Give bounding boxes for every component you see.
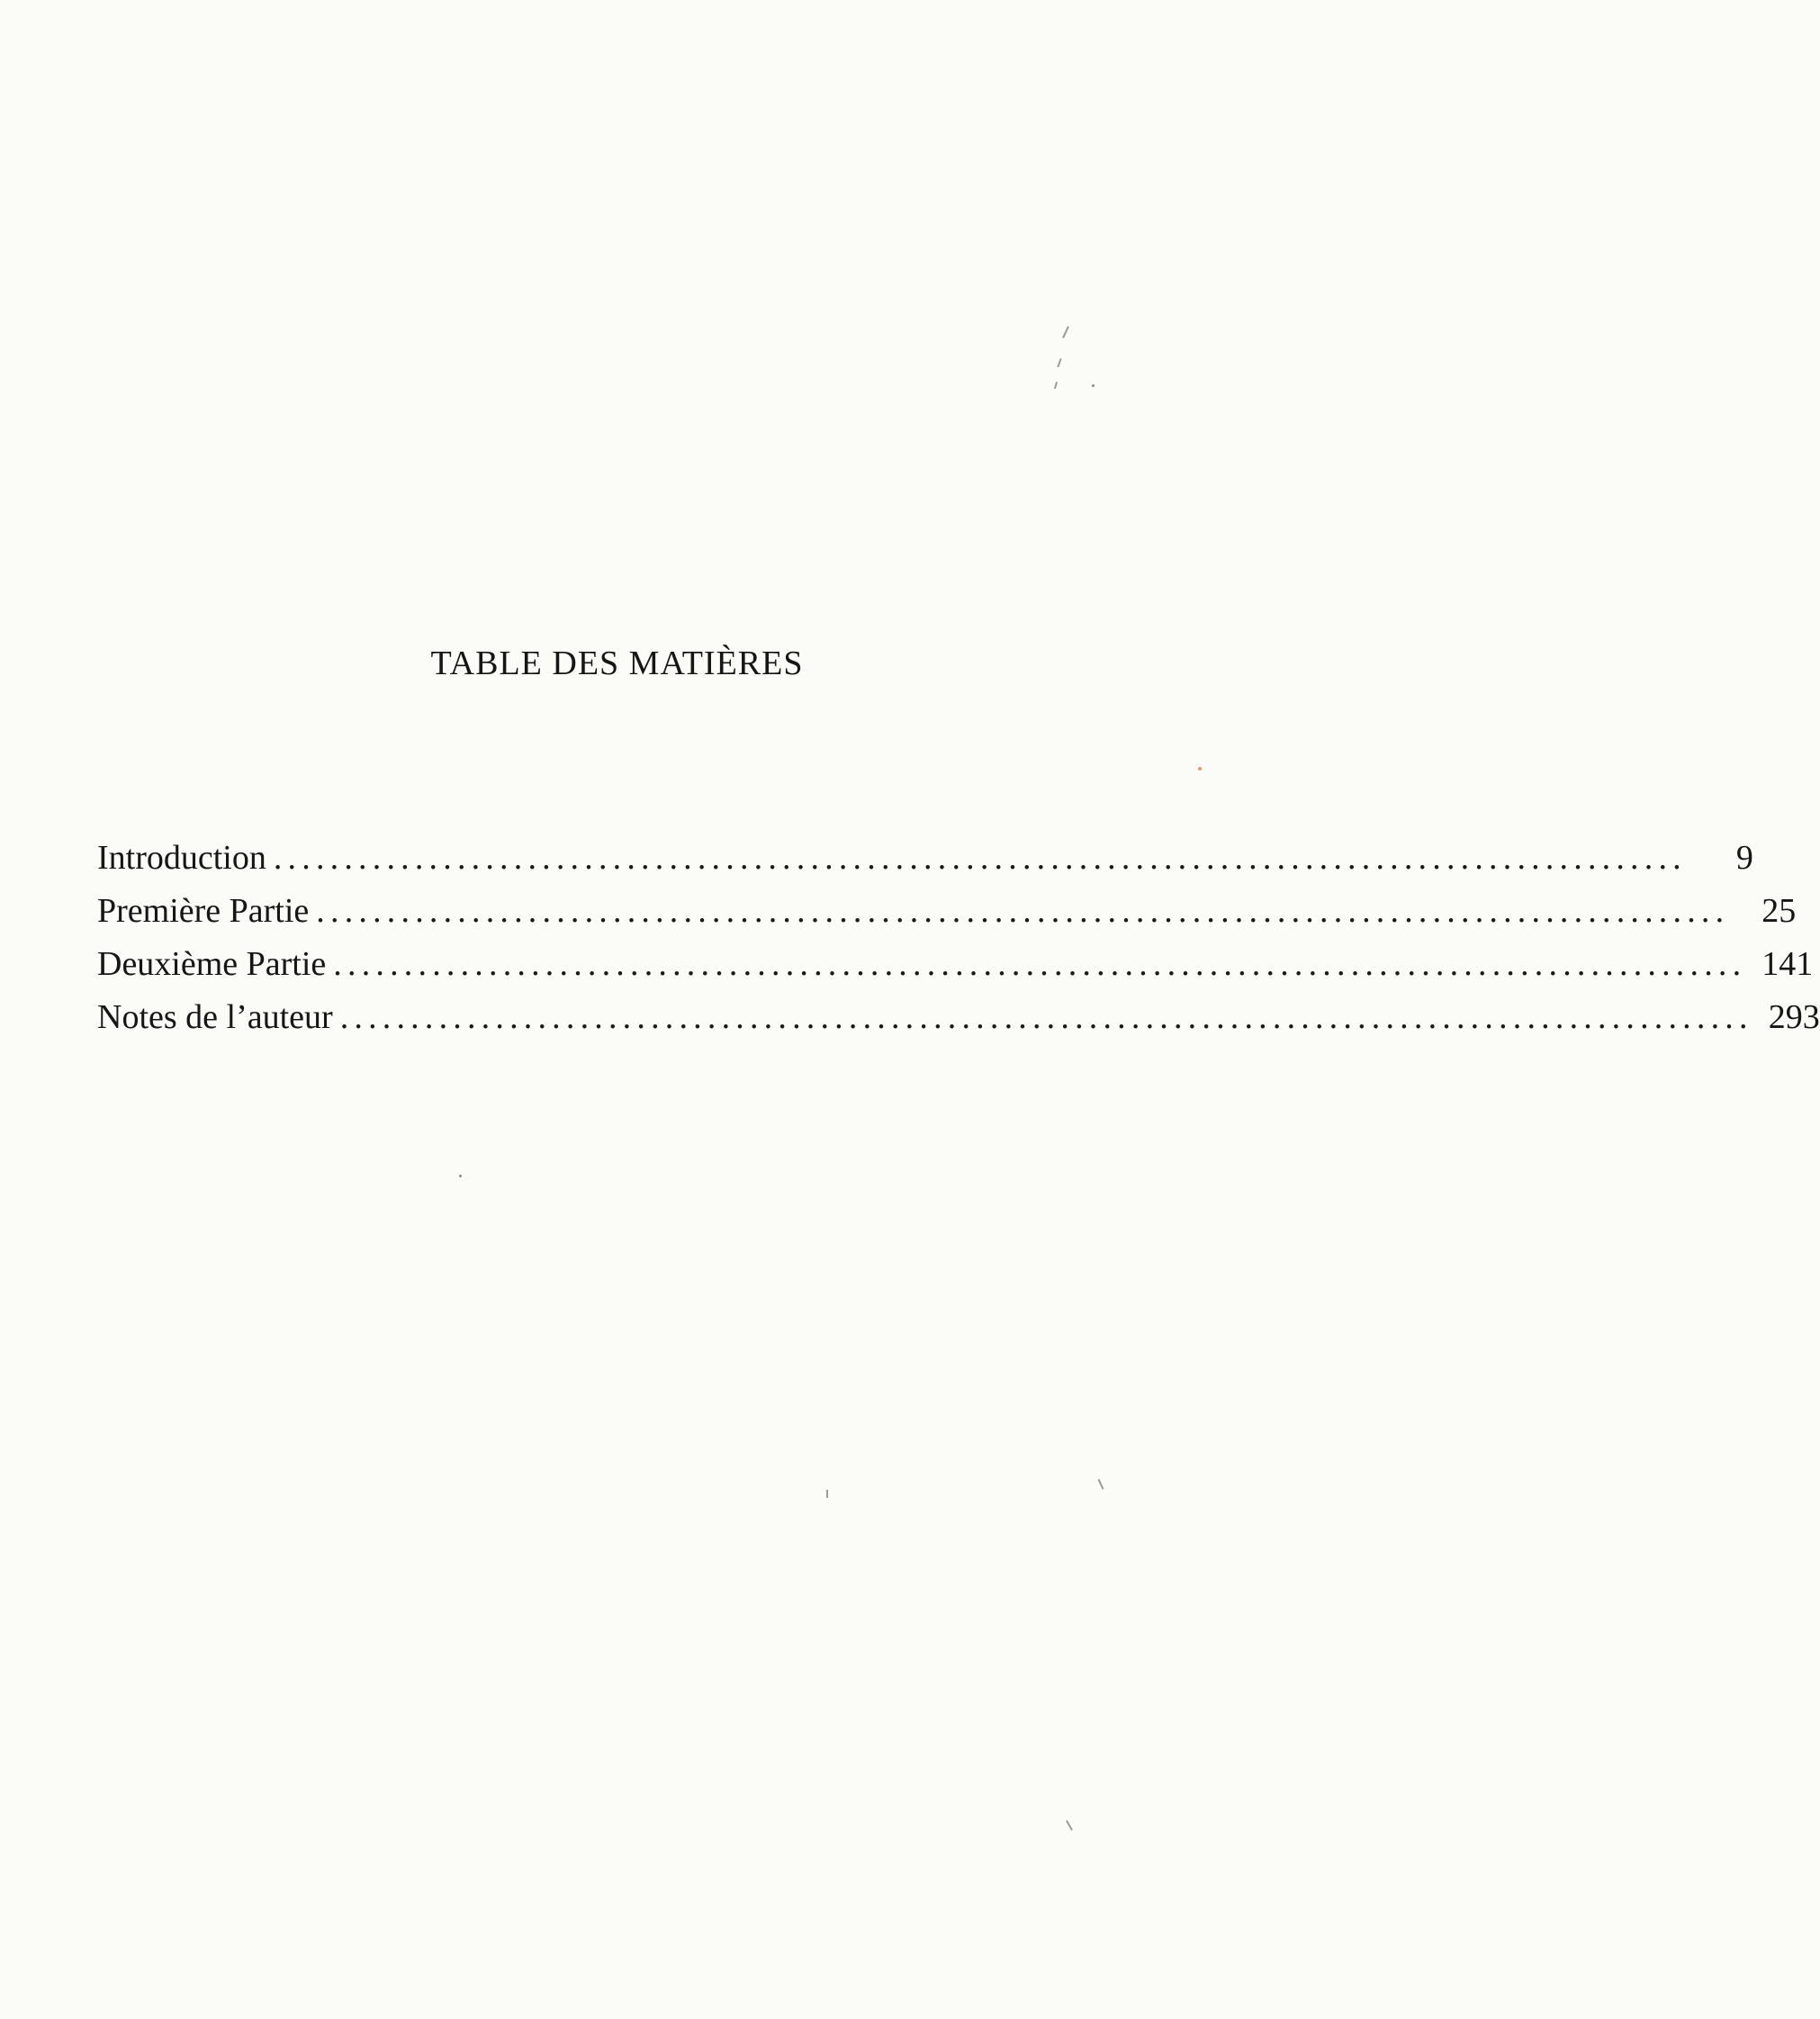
scan-mark: [1066, 1820, 1072, 1830]
toc-page-number: 9: [1735, 839, 1753, 877]
toc-entry-label: Première Partie: [97, 892, 310, 930]
scan-speck: [459, 1175, 462, 1177]
dot-leader: ....................................................................................................: [316, 892, 1730, 930]
scan-speck: [1198, 767, 1202, 771]
dot-leader: ....................................................................................................: [273, 839, 1687, 877]
dot-leader: ....................................................................................................: [339, 998, 1753, 1036]
toc-page-number: 141: [1761, 945, 1814, 983]
scan-mark: [1098, 1479, 1104, 1490]
page-title: TABLE DES MATIÈRES: [430, 644, 804, 682]
scan-mark: [1062, 326, 1068, 338]
toc-entry-premiere-partie[interactable]: [97, 888, 1797, 942]
toc-page-number: 293: [1768, 998, 1820, 1036]
scan-speck: [1092, 384, 1095, 387]
toc-page-number: 25: [1761, 892, 1797, 930]
toc-entry-label: Notes de l’auteur: [97, 998, 333, 1036]
scan-mark: [1054, 382, 1058, 389]
scan-mark: [826, 1490, 828, 1498]
toc-entry-notes-de-l-auteur[interactable]: [97, 995, 1820, 1048]
dot-leader: ....................................................................................................: [333, 945, 1747, 983]
toc-entry-label: Introduction: [97, 839, 266, 877]
table-of-contents: [97, 835, 1820, 1048]
scan-mark: [1057, 358, 1061, 367]
toc-entry-deuxieme-partie[interactable]: [97, 942, 1814, 995]
toc-entry-label: Deuxième Partie: [97, 945, 327, 983]
toc-entry-introduction[interactable]: [97, 835, 1753, 888]
